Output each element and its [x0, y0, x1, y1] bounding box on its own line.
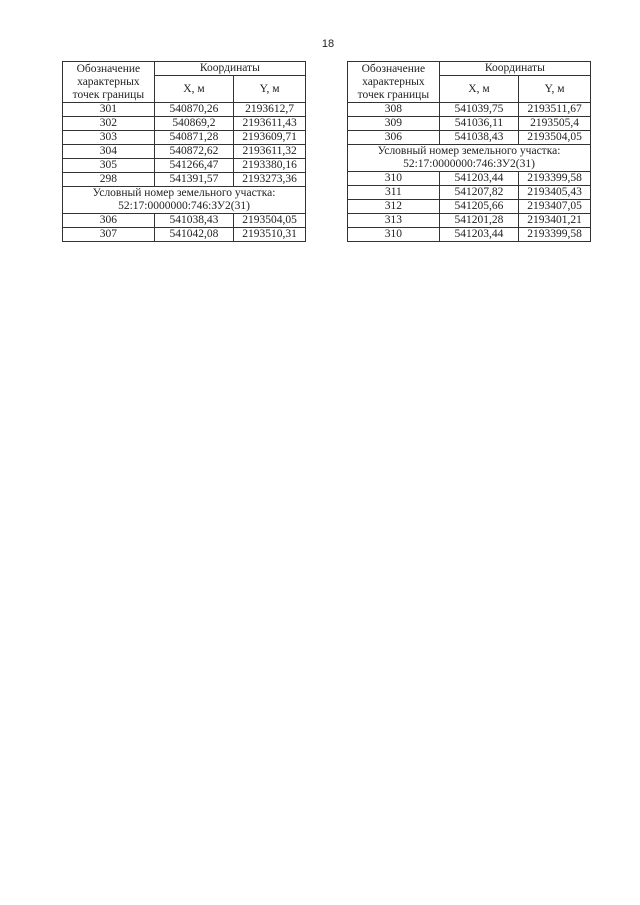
table-row	[348, 131, 591, 145]
table-row	[348, 228, 591, 242]
table-row	[348, 117, 591, 131]
y-coordinate-cell: 2193505,4	[519, 117, 591, 131]
x-coordinate-cell: 541038,43	[439, 131, 519, 145]
section-label-line: 52:17:0000000:746:ЗУ2(31)	[403, 158, 535, 170]
point-number-cell: 305	[63, 159, 155, 173]
point-number-cell: 313	[348, 214, 440, 228]
y-coordinate-cell: 2193611,43	[234, 117, 306, 131]
table-row	[63, 131, 306, 145]
x-coordinate-cell: 541266,47	[154, 159, 234, 173]
y-coordinate-cell: 2193399,58	[519, 228, 591, 242]
x-coordinate-cell: 541203,44	[439, 172, 519, 186]
x-coordinate-cell: 541391,57	[154, 173, 234, 187]
table-row	[63, 173, 306, 187]
section-row	[63, 187, 306, 214]
table-row	[63, 214, 306, 228]
coordinates-header: Координаты	[154, 62, 305, 76]
table-row	[63, 103, 306, 117]
header-line: точек границы	[357, 88, 430, 101]
y-coordinate-cell: 2193407,05	[519, 200, 591, 214]
section-label-line: Условный номер земельного участка:	[92, 187, 276, 199]
header-line: характерных	[362, 75, 425, 88]
section-label-line: 52:17:0000000:746:ЗУ2(31)	[118, 200, 250, 212]
y-coordinate-cell: 2193609,71	[234, 131, 306, 145]
x-header: X, м	[439, 76, 519, 103]
point-number-cell: 303	[63, 131, 155, 145]
point-number-cell: 306	[63, 214, 155, 228]
point-number-cell: 302	[63, 117, 155, 131]
y-coordinate-cell: 2193611,32	[234, 145, 306, 159]
y-coordinate-cell: 2193401,21	[519, 214, 591, 228]
point-label-header	[348, 62, 440, 103]
point-number-cell: 308	[348, 103, 440, 117]
page-number: 18	[321, 38, 335, 50]
table-row	[63, 145, 306, 159]
y-header: Y, м	[234, 76, 306, 103]
section-label	[348, 145, 591, 172]
header-line: Обозначение	[76, 62, 141, 75]
point-number-cell: 312	[348, 200, 440, 214]
table-body	[63, 103, 306, 187]
section-label-line: Условный номер земельного участка:	[377, 145, 561, 157]
point-number-cell: 310	[348, 172, 440, 186]
table-row	[348, 172, 591, 186]
table-row	[348, 200, 591, 214]
y-coordinate-cell: 2193405,43	[519, 186, 591, 200]
coordinates-header: Координаты	[439, 62, 590, 76]
y-coordinate-cell: 2193504,05	[234, 214, 306, 228]
coordinates-table-right	[347, 61, 591, 242]
point-number-cell: 310	[348, 228, 440, 242]
table-body	[348, 172, 591, 242]
x-header: X, м	[154, 76, 234, 103]
x-coordinate-cell: 541036,11	[439, 117, 519, 131]
point-number-cell: 307	[63, 228, 155, 242]
x-coordinate-cell: 541205,66	[439, 200, 519, 214]
header-line: характерных	[77, 75, 140, 88]
table-row	[348, 103, 591, 117]
table-row	[348, 186, 591, 200]
header-line: Обозначение	[361, 62, 426, 75]
table-row	[63, 228, 306, 242]
x-coordinate-cell: 540872,62	[154, 145, 234, 159]
table-row	[348, 214, 591, 228]
point-number-cell: 309	[348, 117, 440, 131]
table-body	[63, 214, 306, 242]
y-coordinate-cell: 2193510,31	[234, 228, 306, 242]
point-number-cell: 306	[348, 131, 440, 145]
y-coordinate-cell: 2193504,05	[519, 131, 591, 145]
y-coordinate-cell: 2193612,7	[234, 103, 306, 117]
y-coordinate-cell: 2193273,36	[234, 173, 306, 187]
point-number-cell: 311	[348, 186, 440, 200]
x-coordinate-cell: 540871,28	[154, 131, 234, 145]
point-number-cell: 304	[63, 145, 155, 159]
point-number-cell: 301	[63, 103, 155, 117]
table-body	[348, 103, 591, 145]
x-coordinate-cell: 541042,08	[154, 228, 234, 242]
x-coordinate-cell: 540870,26	[154, 103, 234, 117]
point-label-header	[63, 62, 155, 103]
section-row	[348, 145, 591, 172]
table-row	[63, 159, 306, 173]
y-coordinate-cell: 2193399,58	[519, 172, 591, 186]
x-coordinate-cell: 541038,43	[154, 214, 234, 228]
table-row	[63, 117, 306, 131]
x-coordinate-cell: 540869,2	[154, 117, 234, 131]
x-coordinate-cell: 541203,44	[439, 228, 519, 242]
coordinates-table-left	[62, 61, 306, 242]
point-number-cell: 298	[63, 173, 155, 187]
header-line: точек границы	[72, 88, 145, 101]
x-coordinate-cell: 541039,75	[439, 103, 519, 117]
section-label	[63, 187, 306, 214]
y-header: Y, м	[519, 76, 591, 103]
x-coordinate-cell: 541207,82	[439, 186, 519, 200]
y-coordinate-cell: 2193511,67	[519, 103, 591, 117]
x-coordinate-cell: 541201,28	[439, 214, 519, 228]
y-coordinate-cell: 2193380,16	[234, 159, 306, 173]
